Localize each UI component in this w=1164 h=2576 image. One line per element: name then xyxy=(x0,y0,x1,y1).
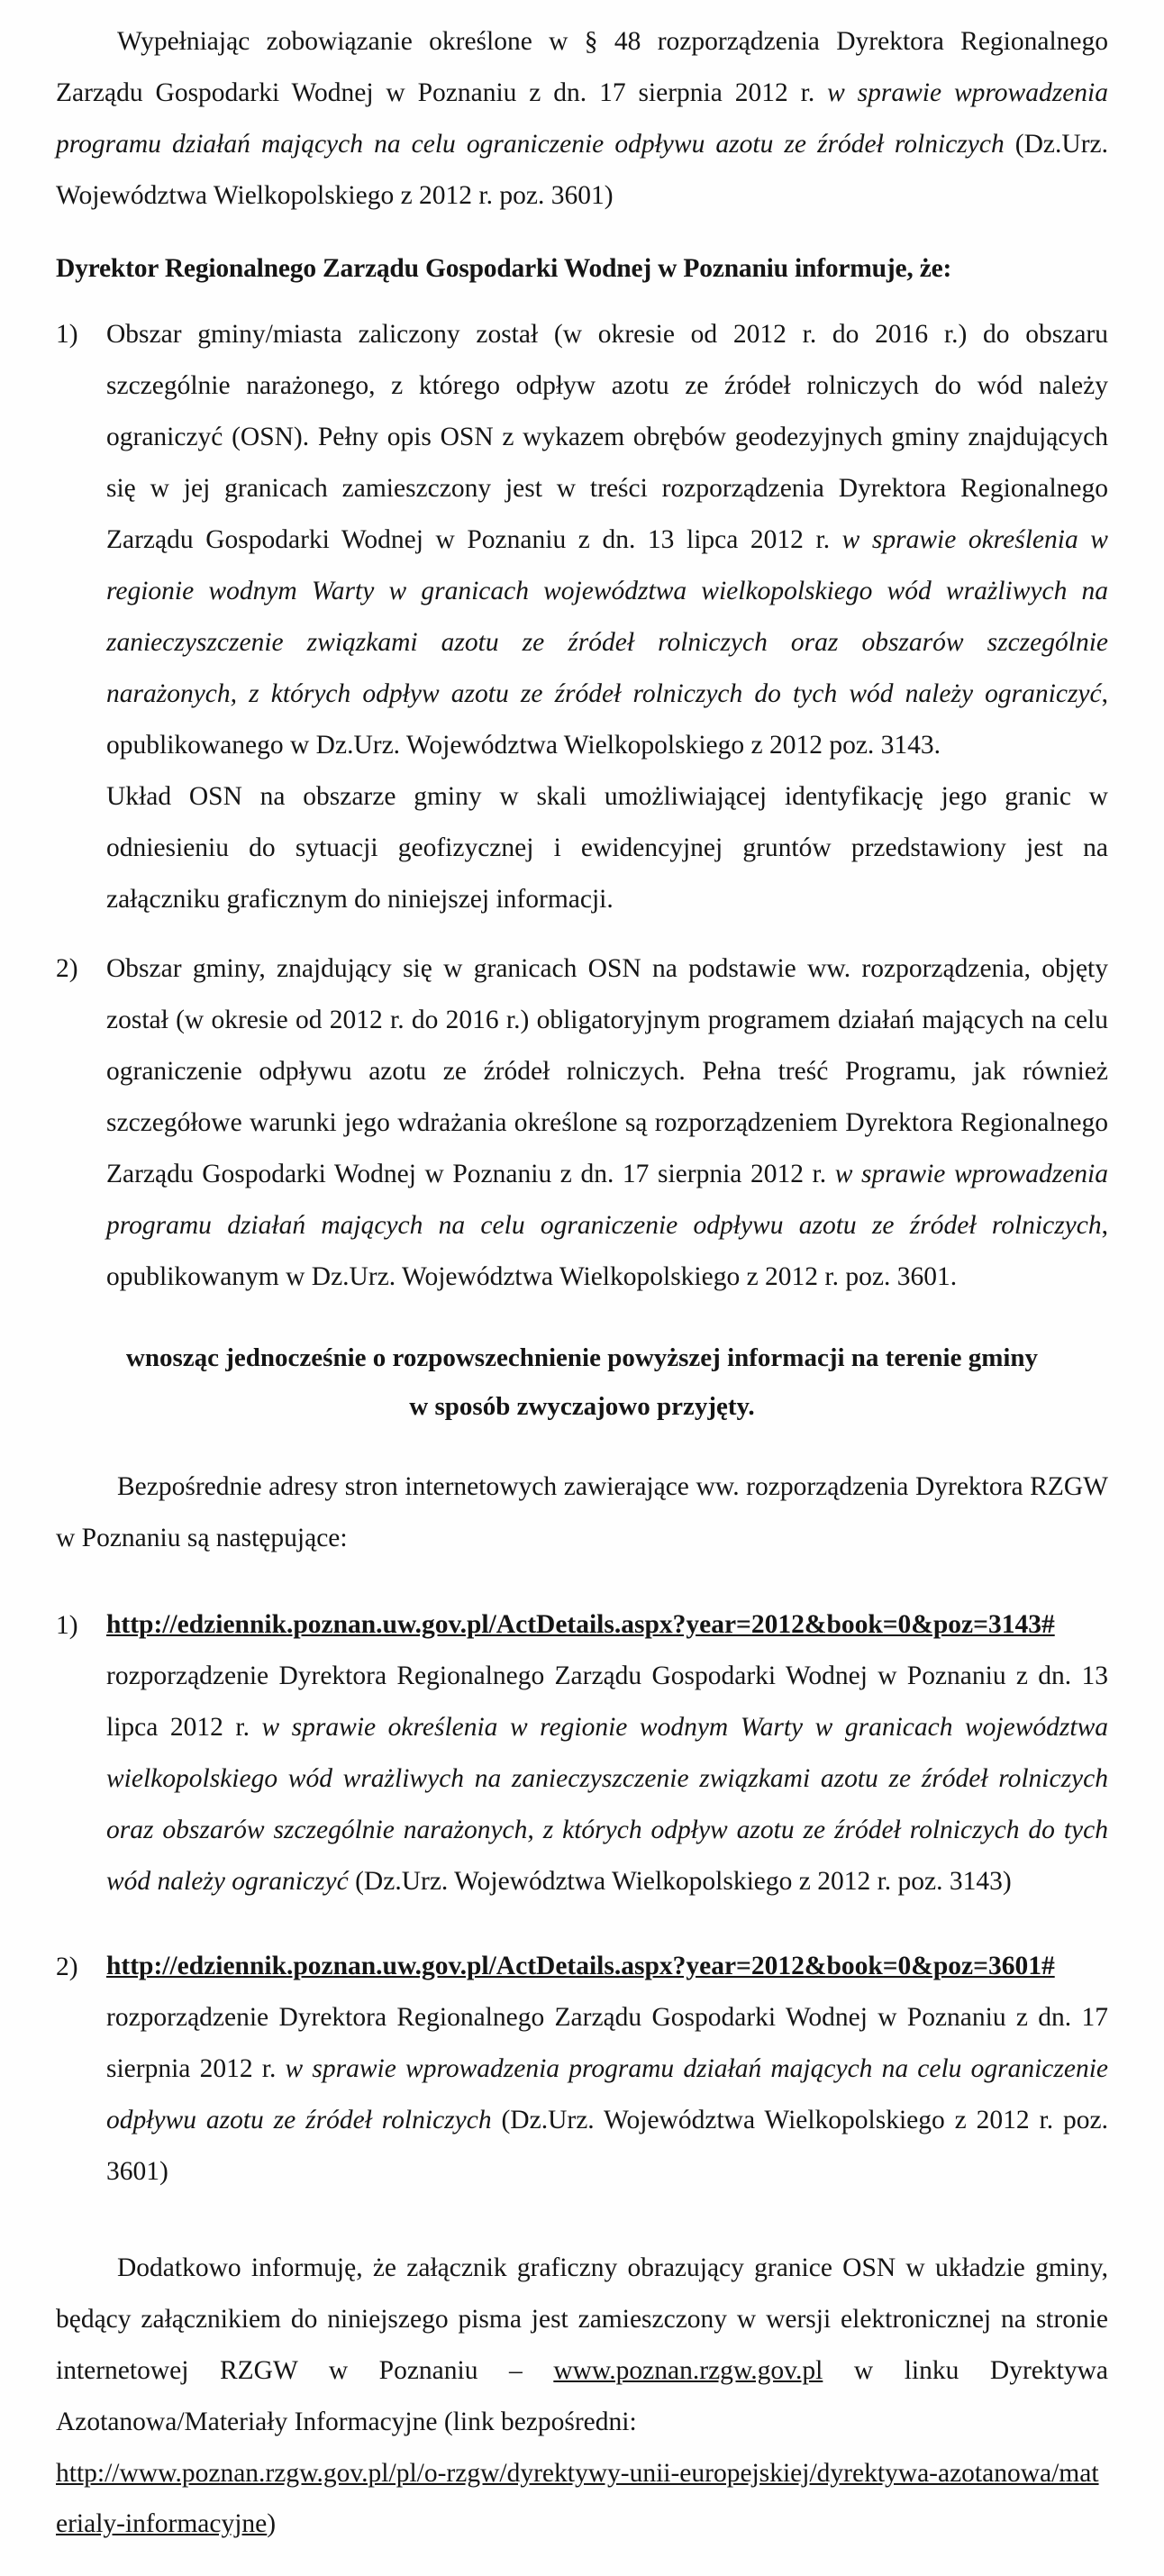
intro-segment-3: (Dz.Urz. Województwa Wielkopolskiego z 2012 r. poz. 3601) xyxy=(56,130,1108,210)
item2-segment-3: , opublikowanym w Dz.Urz. Województwa Wielkopolskiego z 2012 r. poz. 3601. xyxy=(106,1211,1108,1291)
list-item xyxy=(56,943,1108,1303)
addresses-intro-paragraph: Bezpośrednie adresy stron internetowych zawierające ww. rozporządzenia Dyrektora RZGW w Poznaniu są następujące: xyxy=(56,1472,1108,1552)
intro-paragraph xyxy=(56,16,1108,222)
list-item-paragraph-1 xyxy=(106,943,1108,1303)
center-notice-line-2: w sposób zwyczajowo przyjęty. xyxy=(409,1392,755,1421)
closing-segment-1: Dodatkowo informuję, że załącznik graficzny obrazujący granice OSN w układzie gminy, będący załącznikiem do niniejszego pisma jest zamieszczony w wersji elektronicznej na stronie internetowej RZGW w Poznaniu – xyxy=(56,2253,1108,2385)
link-description-2 xyxy=(106,1992,1108,2198)
link2-desc-segment-italic: w sprawie wprowadzenia programu działań mających na celu ograniczenie odpływu azotu ze źródeł rolniczych xyxy=(106,2054,1108,2135)
intro-segment-1: Wypełniając zobowiązanie określone w § 48 rozporządzenia Dyrektora Regionalnego Zarządu Gospodarki Wodnej w Poznaniu z dn. 17 sierpnia 2012 r. xyxy=(56,27,1108,107)
intro-segment-italic: w sprawie wprowadzenia programu działań mających na celu ograniczenie odpływu azotu ze źródeł rolniczych xyxy=(56,78,1108,159)
information-list xyxy=(56,309,1108,1303)
closing-block xyxy=(56,2243,1108,2549)
closing-segment-3: ) xyxy=(267,2509,277,2538)
list-marker: 1) xyxy=(56,320,78,349)
list-item-paragraph-2: Układ OSN na obszarze gminy w skali umożliwiającej identyfikację jego granic w odniesieniu do sytuacji geofizycznej i ewidencyjnej gruntów przedstawiony jest na załączniku graficznym do niniejszej informacji. xyxy=(106,782,1108,914)
spacer xyxy=(56,1564,1108,1600)
item1-segment-italic: w sprawie określenia w regionie wodnym Warty w granicach województwa wielkopolskiego wód wrażliwych na zanieczyszczenie związkami azotu ze źródeł rolniczych oraz obszarów szczególnie narażonych, z których odpływ azotu ze źródeł rolniczych do tych wód należy ograniczyć xyxy=(106,525,1108,708)
center-notice xyxy=(56,1334,1108,1431)
list-marker: 2) xyxy=(56,954,78,983)
list-item xyxy=(56,309,1108,925)
link1-desc-segment-italic: w sprawie określenia w regionie wodnym Warty w granicach województwa wielkopolskiego wód wrażliwych na zanieczyszczenie związkami azotu ze źródeł rolniczych oraz obszarów szczególnie narażonych, z których odpływ azotu ze źródeł rolniczych do tych wód należy ograniczyć xyxy=(106,1713,1108,1896)
item2-segment-1: Obszar gminy, znajdujący się w granicach OSN na podstawie ww. rozporządzenia, objęty został (w okresie od 2012 r. do 2016 r.) obligatoryjnym programem działań mających na celu ograniczenie odpływu azotu ze źródeł rolniczych. Pełna treść Programu, jak również szczegółowe warunki jego wdrażania określone są rozporządzeniem Dyrektora Regionalnego Zarządu Gospodarki Wodnej w Poznaniu z dn. 17 sierpnia 2012 r. xyxy=(106,954,1108,1188)
rzgw-site-link[interactable]: www.poznan.rzgw.gov.pl xyxy=(553,2356,823,2385)
direct-materials-link[interactable]: http://www.poznan.rzgw.gov.pl/pl/o-rzgw/dyrektywy-unii-europejskiej/dyrektywa-azotanowa/materialy-informacyjne xyxy=(56,2459,1099,2538)
item1-segment-1: Obszar gminy/miasta zaliczony został (w okresie od 2012 r. do 2016 r.) do obszaru szczególnie narażonego, z którego odpływ azotu ze źródeł rolniczych do wód należy ograniczyć (OSN). Pełny opis OSN z wykazem obrębów geodezyjnych gminy znajdujących się w jej granicach zamieszczony jest w treści rozporządzenia Dyrektora Regionalnego Zarządu Gospodarki Wodnej w Poznaniu z dn. 13 lipca 2012 r. xyxy=(106,320,1108,554)
link-marker: 2) xyxy=(56,1952,78,1981)
closing-paragraph xyxy=(56,2243,1108,2448)
link-list-item xyxy=(56,1942,1108,2198)
link-description-1 xyxy=(106,1651,1108,1907)
item2-segment-italic: w sprawie wprowadzenia programu działań mających na celu ograniczenie odpływu azotu ze źródeł rolniczych xyxy=(106,1160,1108,1240)
document-body xyxy=(56,16,1108,2549)
closing-url-paragraph xyxy=(56,2448,1108,2549)
page-title: Dyrektor Regionalnego Zarządu Gospodarki Wodnej w Poznaniu informuje, że: xyxy=(56,254,952,283)
closing-segment-2: w linku Dyrektywa Azotanowa/Materiały Informacyjne (link bezpośredni: xyxy=(56,2356,1108,2436)
link2-desc-segment-3: (Dz.Urz. Województwa Wielkopolskiego z 2012 r. poz. 3601) xyxy=(106,2106,1108,2186)
link-url-1[interactable]: http://edziennik.poznan.uw.gov.pl/ActDetails.aspx?year=2012&book=0&poz=3143# xyxy=(106,1610,1055,1639)
link-url-2[interactable]: http://edziennik.poznan.uw.gov.pl/ActDetails.aspx?year=2012&book=0&poz=3601# xyxy=(106,1952,1055,1980)
links-list xyxy=(56,1600,1108,2198)
center-notice-line-1: wnosząc jednocześnie o rozpowszechnienie powyższej informacji na terenie gminy xyxy=(125,1343,1039,1372)
link2-desc-segment-1: rozporządzenie Dyrektora Regionalnego Zarządu Gospodarki Wodnej w Poznaniu z dn. 17 sierpnia 2012 r. xyxy=(106,2003,1108,2083)
link-list-item xyxy=(56,1600,1108,1907)
link1-desc-segment-3: (Dz.Urz. Województwa Wielkopolskiego z 2012 r. poz. 3143) xyxy=(355,1867,1012,1896)
list-item-paragraph-1 xyxy=(106,309,1108,771)
item1-segment-3: , opublikowanego w Dz.Urz. Województwa Wielkopolskiego z 2012 poz. 3143. xyxy=(106,679,1108,760)
link-marker: 1) xyxy=(56,1611,78,1640)
link1-desc-segment-1: rozporządzenie Dyrektora Regionalnego Zarządu Gospodarki Wodnej w Poznaniu z dn. 13 lipca 2012 r. xyxy=(106,1661,1108,1742)
